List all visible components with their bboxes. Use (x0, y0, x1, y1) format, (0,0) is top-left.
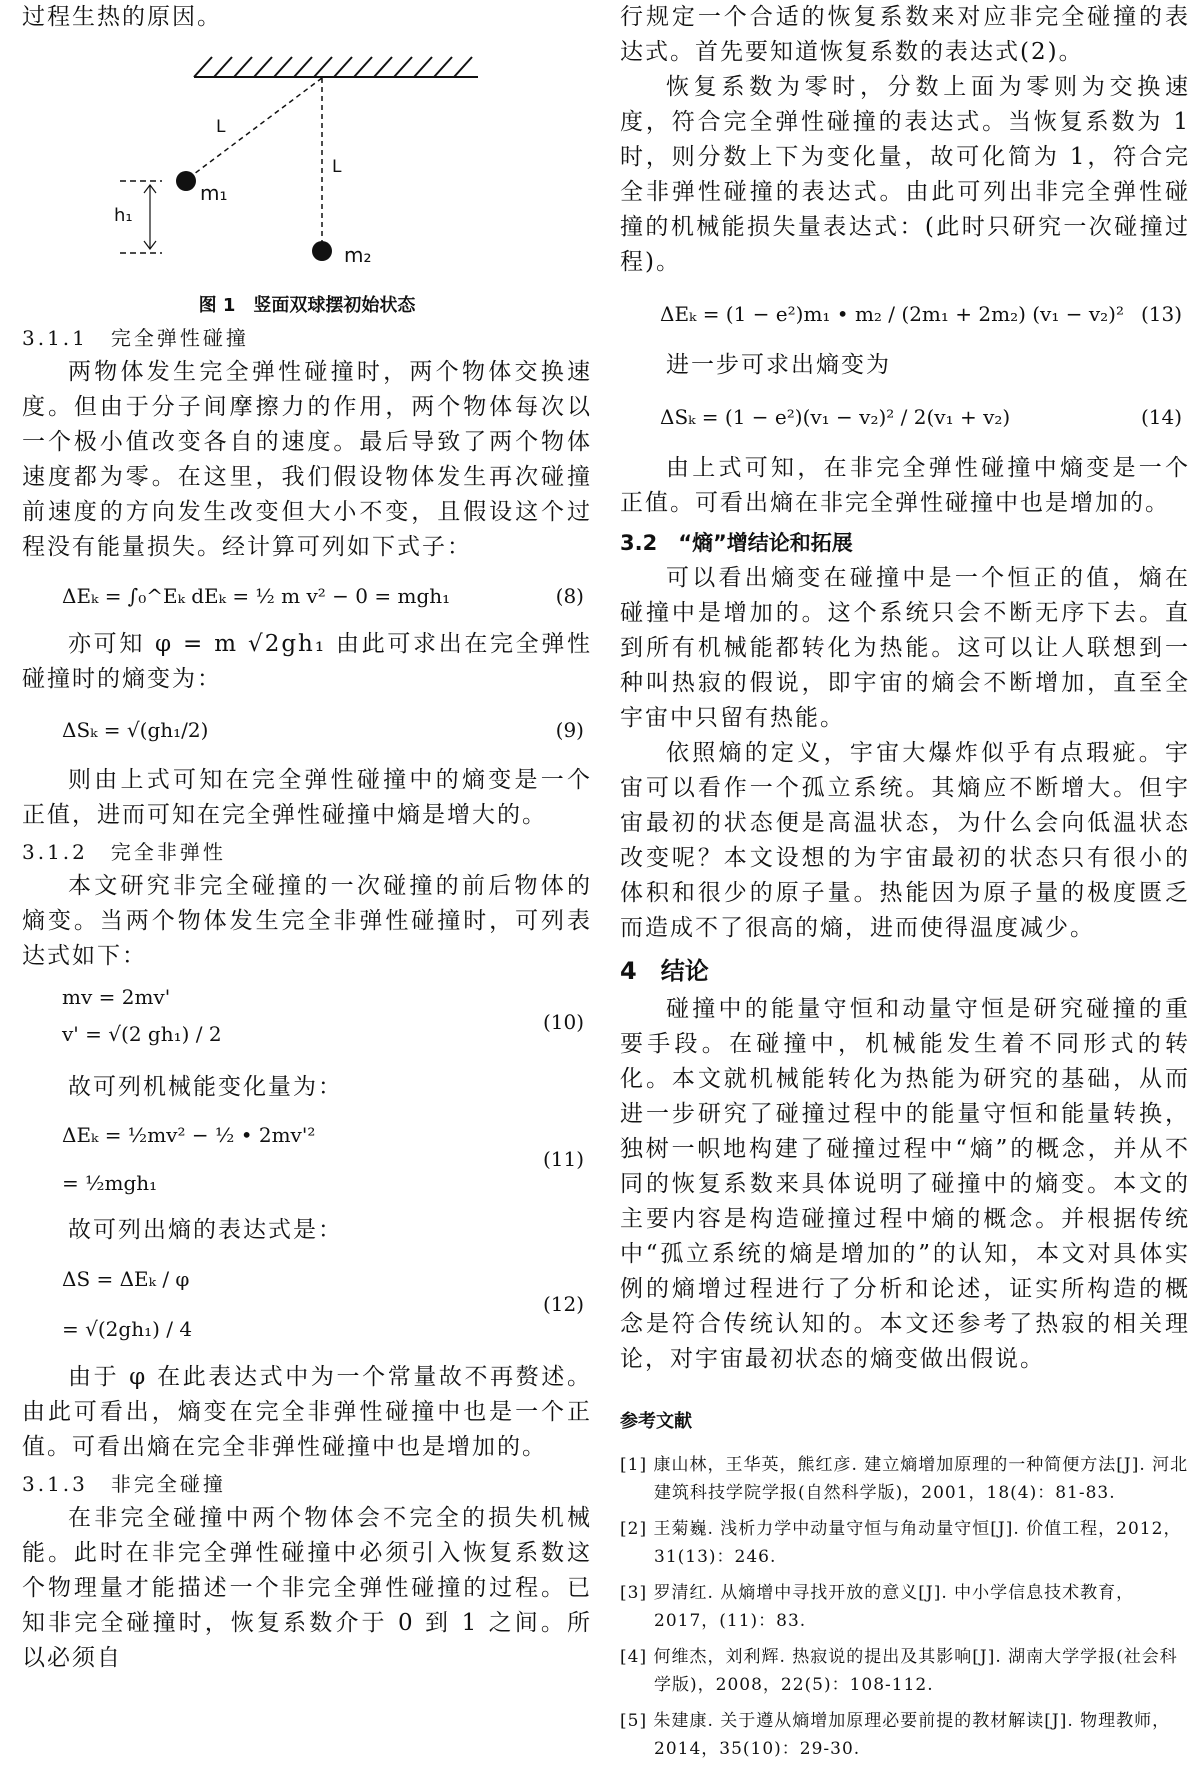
section-heading: 4 结论 (620, 957, 709, 985)
equation-number: (12) (542, 1292, 584, 1316)
section-heading: 3.1.3 非完全碰撞 (22, 1472, 226, 1496)
equation-line: v' = √(2 gh₁) / 2 (62, 1022, 222, 1046)
equation-12 (22, 1254, 592, 1354)
reference-item: [3] 罗清红. 从熵增中寻找开放的意义[J]. 中小学信息技术教育，2017，(11)：83. (620, 1583, 1135, 1631)
equation-line: ΔS = ΔEₖ / φ (62, 1267, 190, 1291)
equation-8 (22, 571, 592, 621)
paragraph: 可以看出熵变在碰撞中是一个恒正的值，熵在碰撞中是增加的。这个系统只会不断无序下去。直到所有机械能都转化为热能。这可以让人联想到一种叫热寂的假说，即宇宙的熵会不断增加，直至全宇宙中只留有热能。 (620, 565, 1190, 731)
equation-14 (620, 389, 1190, 445)
equation-number: (13) (1140, 302, 1182, 326)
equation-text: ΔSₖ = (1 − e²)(v₁ − v₂)² / 2(v₁ + v₂) (660, 405, 1011, 429)
equation-line: = ½mgh₁ (62, 1171, 158, 1195)
paragraph: 则由上式可知在完全弹性碰撞中的熵变是一个正值，进而可知在完全弹性碰撞中熵是增大的。 (22, 767, 592, 828)
equation-number: (14) (1140, 405, 1182, 429)
equation-10 (22, 980, 592, 1064)
label-L-vertical: L (332, 157, 342, 177)
equation-line: = √(2gh₁) / 4 (62, 1317, 193, 1341)
paragraph: 故可列机械能变化量为： (68, 1074, 343, 1100)
paragraph: 两物体发生完全弹性碰撞时，两个物体交换速度。但由于分子间摩擦力的作用，两个物体每次以一个极小值改变各自的速度。最后导致了两个物体速度都为零。在这里，我们假设物体发生再次碰撞前速度的方向发生改变但大小不变，且假设这个过程没有能量损失。经计算可列如下式子： (22, 359, 592, 560)
paragraph: 由上式可知，在非完全弹性碰撞中熵变是一个正值。可看出熵在非完全弹性碰撞中也是增加的。 (620, 455, 1190, 516)
paragraph: 亦可知 φ = m √2gh₁ 由此可求出在完全弹性碰撞时的熵变为： (22, 631, 592, 692)
paragraph: 恢复系数为零时，分数上面为零则为交换速度，符合完全弹性碰撞的表达式。当恢复系数为 1 时，则分数上下为变化量，故可化简为 1，符合完全非弹性碰撞的表达式。由此可列出非完全弹性碰撞的机械能损失量表达式：(此时只研究一次碰撞过程)。 (620, 74, 1190, 275)
paragraph: 进一步可求出熵变为 (666, 352, 891, 378)
section-heading: 3.2 “熵”增结论和拓展 (620, 531, 853, 555)
equation-line: ΔEₖ = ½mv² − ½ • 2mv'² (62, 1123, 316, 1147)
paragraph: 由于 φ 在此表达式中为一个常量故不再赘述。由此可看出，熵变在完全非弹性碰撞中也是一个正值。可看出熵在完全非弹性碰撞中也是增加的。 (22, 1364, 592, 1460)
label-m1: m₁ (200, 181, 228, 205)
equation-9 (22, 703, 592, 757)
equation-number: (8) (555, 584, 584, 608)
paragraph: 依照熵的定义，宇宙大爆炸似乎有点瑕疵。宇宙可以看作一个孤立系统。其熵应不断增大。但宇宙最初的状态便是高温状态，为什么会向低温状态改变呢？本文设想的为宇宙最初的状态只有很小的体积和很少的原子量。热能因为原子量的极度匮乏而造成不了很高的熵，进而使得温度减少。 (620, 740, 1190, 941)
reference-item: [4] 何维杰，刘利辉. 热寂说的提出及其影响[J]. 湖南大学学报(社会科学版)，2008，22(5)：108-112. (620, 1647, 1178, 1695)
paragraph: 碰撞中的能量守恒和动量守恒是研究碰撞的重要手段。在碰撞中，机械能发生着不同形式的转化。本文就机械能转化为热能为研究的基础，从而进一步研究了碰撞过程中的能量守恒和能量转换，独树一帜地构建了碰撞过程中“熵”的概念，并从不同的恢复系数来具体说明了碰撞中的熵变。本文的主要内容是构造碰撞过程中熵的概念。并根据传统中“孤立系统的熵是增加的”的认知，本文对具体实例的熵增过程进行了分析和论述，证实所构造的概念是符合传统认知的。本文还参考了热寂的相关理论，对宇宙最初状态的熵变做出假说。 (620, 996, 1190, 1372)
equation-number: (9) (555, 718, 584, 742)
section-heading: 3.1.2 完全非弹性 (22, 840, 226, 864)
paragraph: 在非完全碰撞中两个物体会不完全的损失机械能。此时在非完全弹性碰撞中必须引入恢复系数这个物理量才能描述一个非完全弹性碰撞的过程。已知非完全碰撞时，恢复系数介于 0 到 1 之间。所以必须自 (22, 1505, 592, 1671)
pendulum-diagram (22, 35, 592, 287)
reference-item: [5] 朱建康. 关于遵从熵增加原理必要前提的教材解读[J]. 物理教师，2014，35(10)：29-30. (620, 1711, 1171, 1759)
right-column (620, 0, 1190, 1771)
figure-caption: 图 1 竖面双球摆初始状态 (198, 295, 416, 316)
left-column (22, 0, 592, 1676)
equation-text: ΔEₖ = ∫₀^Eₖ dEₖ = ½ m v² − 0 = mgh₁ (62, 584, 451, 608)
equation-text: ΔEₖ = (1 − e²)m₁ • m₂ / (2m₁ + 2m₂) (v₁ − v₂)² (660, 302, 1124, 326)
label-m2: m₂ (344, 243, 372, 267)
references-heading: 参考文献 (620, 1411, 692, 1432)
label-h1: h₁ (114, 205, 133, 226)
equation-13 (620, 286, 1190, 342)
reference-list (620, 1451, 1190, 1763)
equation-number: (10) (542, 1010, 584, 1034)
equation-number: (11) (542, 1147, 584, 1171)
paragraph: 过程生热的原因。 (22, 4, 222, 30)
equation-text: ΔSₖ = √(gh₁/2) (62, 718, 209, 742)
paragraph: 行规定一个合适的恢复系数来对应非完全碰撞的表达式。首先要知道恢复系数的表达式(2)。 (620, 4, 1190, 65)
label-L-diagonal: L (216, 117, 226, 137)
section-heading: 3.1.1 完全弹性碰撞 (22, 326, 249, 350)
reference-item: [2] 王菊巍. 浅析力学中动量守恒与角动量守恒[J]. 价值工程，2012，31(13)：246. (620, 1519, 1182, 1567)
paragraph: 本文研究非完全碰撞的一次碰撞的前后物体的熵变。当两个物体发生完全非弹性碰撞时，可列表达式如下： (22, 873, 592, 969)
figure-1 (22, 35, 592, 287)
reference-item: [1] 康山林，王华英，熊红彦. 建立熵增加原理的一种简便方法[J]. 河北建筑科技学院学报(自然科学版)，2001，18(4)：81-83. (620, 1455, 1189, 1503)
equation-11 (22, 1111, 592, 1207)
paragraph: 故可列出熵的表达式是： (68, 1217, 343, 1243)
equation-line: mv = 2mv' (62, 985, 171, 1009)
